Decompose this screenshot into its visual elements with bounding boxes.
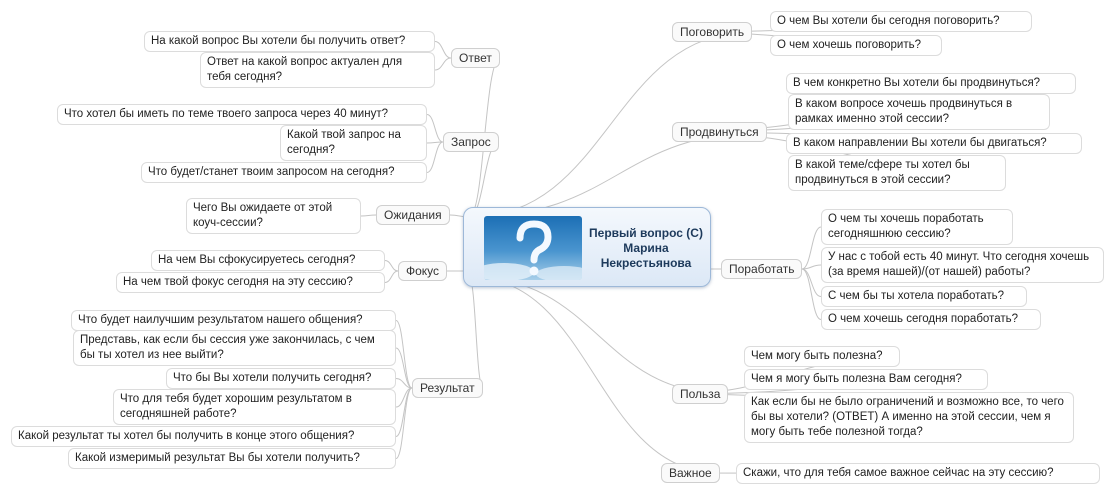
- rezultat-item-2[interactable]: Представь, как если бы сессия уже закончилась, с чем бы ты хотел из нее выйти?: [73, 330, 396, 366]
- link-ozhidaniya-1: [361, 215, 376, 216]
- zapros-item-3[interactable]: Что будет/станет твоим запросом на сегодня?: [141, 162, 427, 183]
- vazhnoe-item-1[interactable]: Скажи, что для тебя самое важное сейчас на эту сессию?: [736, 463, 1100, 484]
- prodvinutsya-item-2[interactable]: В каком вопросе хочешь продвинуться в рамках именно этой сессии?: [788, 94, 1050, 130]
- branch-pogovorit[interactable]: Поговорить: [672, 22, 752, 42]
- fokus-item-1[interactable]: На чем Вы сфокусируетесь сегодня?: [151, 250, 385, 271]
- porabotat-item-1[interactable]: О чем ты хочешь поработать сегодняшнюю сессию?: [821, 209, 1013, 245]
- zapros-item-1[interactable]: Что хотел бы иметь по теме твоего запроса через 40 минут?: [57, 104, 427, 125]
- branch-vazhnoe[interactable]: Важное: [661, 463, 720, 483]
- rezultat-item-3[interactable]: Что бы Вы хотели получить сегодня?: [166, 368, 396, 389]
- link-fokus-2: [385, 271, 398, 283]
- link-central-polza: [469, 277, 728, 394]
- central-topic[interactable]: [463, 207, 711, 287]
- link-fokus-1: [385, 261, 398, 272]
- link-central-prodvinutsya: [469, 132, 767, 217]
- polza-item-2[interactable]: Чем я могу быть полезна Вам сегодня?: [744, 369, 988, 390]
- prodvinutsya-item-4[interactable]: В какой теме/сфере ты хотел бы продвинуться в этой сессии?: [788, 155, 1006, 191]
- link-central-zapros: [469, 142, 499, 217]
- pogovorit-item-1[interactable]: О чем Вы хотели бы сегодня поговорить?: [770, 11, 1032, 32]
- link-rezultat-5: [396, 388, 412, 437]
- link-porabotat-4: [802, 269, 821, 320]
- pogovorit-item-2[interactable]: О чем хочешь поговорить?: [770, 35, 942, 56]
- porabotat-item-2[interactable]: У нас с тобой есть 40 минут. Что сегодня хочешь (за время нашей)/(от нашей) работы?: [821, 247, 1104, 283]
- fokus-item-2[interactable]: На чем твой фокус сегодня на эту сессию?: [116, 272, 385, 293]
- branch-rezultat[interactable]: Результат: [412, 378, 483, 398]
- link-otvet-1: [435, 42, 451, 59]
- porabotat-item-3[interactable]: С чем бы ты хотела поработать?: [821, 286, 1027, 307]
- polza-item-3[interactable]: Как если бы не было ограничений и возможно все, то чего бы вы хотели? (ОТВЕТ) А именно на этой сессии, чем я могу быть тебе полезной тогда?: [744, 392, 1074, 443]
- link-central-vazhnoe: [469, 277, 720, 473]
- branch-ozhidaniya[interactable]: Ожидания: [376, 205, 450, 225]
- question-mark-cloud-image: [484, 216, 582, 280]
- rezultat-item-5[interactable]: Какой результат ты хотел бы получить в конце этого общения?: [11, 426, 396, 447]
- branch-otvet[interactable]: Ответ: [451, 48, 500, 68]
- central-title: Первый вопрос (С) Марина Некрестьянова: [589, 226, 703, 270]
- branch-porabotat[interactable]: Поработать: [721, 259, 802, 279]
- branch-prodvinutsya[interactable]: Продвинуться: [672, 122, 767, 142]
- branch-fokus[interactable]: Фокус: [398, 261, 447, 281]
- rezultat-item-6[interactable]: Какой измеримый результат Вы бы хотели получить?: [68, 448, 396, 469]
- link-zapros-1: [427, 115, 443, 143]
- prodvinutsya-item-3[interactable]: В каком направлении Вы хотели бы двигаться?: [786, 133, 1082, 154]
- link-porabotat-1: [802, 227, 821, 269]
- polza-item-1[interactable]: Чем могу быть полезна?: [744, 346, 900, 367]
- link-otvet-2: [435, 58, 451, 70]
- prodvinutsya-item-1[interactable]: В чем конкретно Вы хотели бы продвинуться?: [786, 73, 1076, 94]
- zapros-item-2[interactable]: Какой твой запрос на сегодня?: [280, 125, 427, 161]
- rezultat-item-1[interactable]: Что будет наилучшим результатом нашего общения?: [71, 310, 396, 331]
- otvet-item-1[interactable]: На какой вопрос Вы хотели бы получить ответ?: [144, 31, 435, 52]
- ozhidaniya-item-1[interactable]: Чего Вы ожидаете от этой коуч-сессии?: [186, 198, 361, 234]
- otvet-item-2[interactable]: Ответ на какой вопрос актуален для тебя сегодня?: [200, 52, 435, 88]
- porabotat-item-4[interactable]: О чем хочешь сегодня поработать?: [821, 309, 1041, 330]
- link-zapros-3: [427, 142, 443, 173]
- link-rezultat-1: [396, 321, 412, 389]
- link-central-rezultat: [469, 277, 483, 388]
- rezultat-item-4[interactable]: Что для тебя будет хорошим результатом в сегодняшней работе?: [113, 389, 396, 425]
- branch-polza[interactable]: Польза: [672, 384, 728, 404]
- question-mark-icon: [484, 216, 582, 280]
- branch-zapros[interactable]: Запрос: [443, 132, 499, 152]
